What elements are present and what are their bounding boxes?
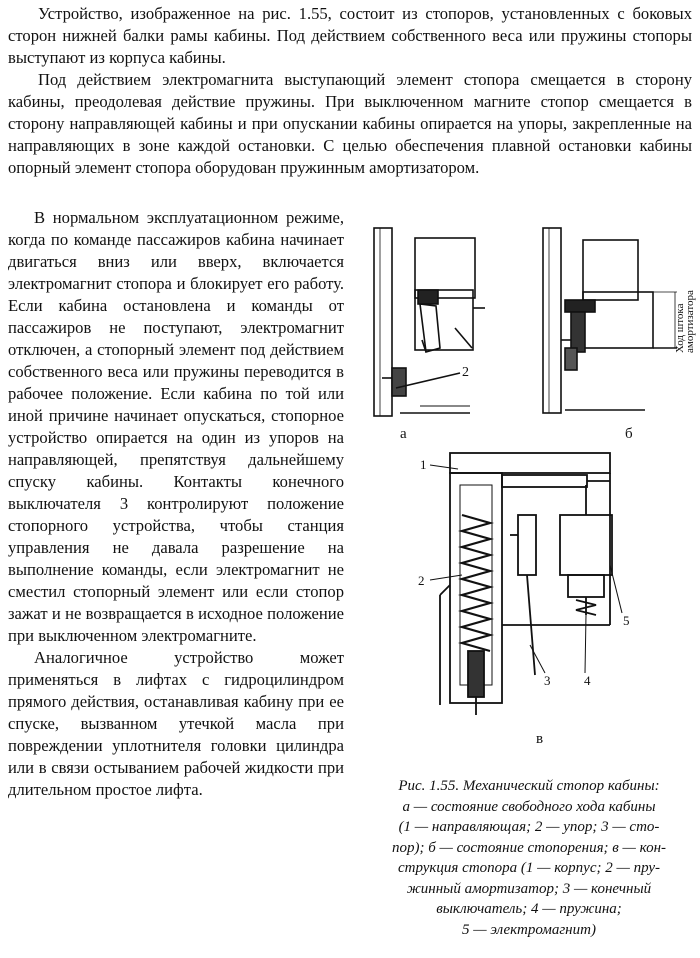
caption-line-1: Рис. 1.55. Механический стопор кабины: <box>398 778 660 794</box>
figure-a-drawing <box>360 228 490 443</box>
intro-paragraph-2: Под действием электромагнита выступающий элемент стопора смещается в сторону кабины, преодолевая действие пружины. При выключенном магните стопор смещается в сторону направляющей кабины и при опускании кабины опирается на упоры, закрепленные на направляющих в зоне каждой остановки. С целью обеспечения плавной остановки кабины опорный элемент стопора оборудован пружинным амортизатором. <box>8 70 692 177</box>
caption-line-4: пор); б — состояние стопорения; в — кон- <box>391 839 667 856</box>
caption-line-2: а — состояние свободного хода кабины <box>402 798 656 815</box>
figure-v-callout-4: 4 <box>584 673 591 688</box>
intro-paragraph-1: Устройство, изображенное на рис. 1.55, состоит из стопоров, установленных с боковых сторон нижней балки рамы кабины. Под действием собственного веса или пружины стопоры выступают из корпуса кабины. <box>8 4 692 67</box>
figure-v-label: в <box>536 731 544 747</box>
left-column-text <box>8 207 344 801</box>
figure-a-callout-2: 2 <box>462 365 469 380</box>
caption-line-5: струкция стопора (1 — корпус; 2 — пру- <box>397 860 661 876</box>
figure-v-callout-5: 5 <box>623 613 630 628</box>
figure-v-callout-3: 3 <box>544 673 551 688</box>
figure-v-drawing <box>410 445 640 745</box>
column-paragraph-1: В нормальном эксплуатационном режиме, когда по команде пассажиров кабина начинает двигаться вниз или вверх, включается электромагнит стопора и блокирует его работу. Если кабина остановлена и команды от пассажиров не поступают, электромагнит отключен, а стопорный элемент под действием собственного веса или пружины переводится в рабочее положение. Если кабина по той или иной причине начинает опускаться, стопорное устройство опирается на один из упоров на направляющей, препятствуя дальнейшему спуску кабины. Контакты конечного выключателя 3 контролируют положение стопорного устройства, чтобы станция управления не давала разрешение на выполнение команды, если электромагнит не сместил стопорный элемент или если стопор зажат и не возвращается в исходное положение при выключенном электромагните. <box>8 208 344 645</box>
caption-line-6: жинный амортизатор; 3 — конечный <box>406 880 652 897</box>
figure-v-callout-1: 1 <box>420 457 427 472</box>
caption-line-7: выключатель; 4 — пружина; <box>436 901 622 917</box>
figure-a-label: а <box>400 426 407 442</box>
intro-text <box>8 3 692 179</box>
figure-b-label: б <box>625 426 633 442</box>
column-paragraph-2: Аналогичное устройство может применяться в лифтах с гидроцилиндром прямого действия, останавливая кабину при ее спуске, вызванном утечкой масла при повреждении уплотнителя головки цилиндра или в связи остыванием рабочей жидкости при длительном простое лифта. <box>8 648 344 799</box>
caption-line-8: 5 — электромагнит) <box>462 921 596 938</box>
caption-line-3: (1 — направляющая; 2 — упор; 3 — сто- <box>398 819 660 835</box>
stroke-label-line-1: Ход штока <box>674 303 686 353</box>
figure-caption <box>362 776 696 940</box>
stroke-label-line-2: амортизатора <box>684 290 696 353</box>
figure-b-drawing <box>525 228 695 443</box>
figure-v-callout-2: 2 <box>418 573 425 588</box>
